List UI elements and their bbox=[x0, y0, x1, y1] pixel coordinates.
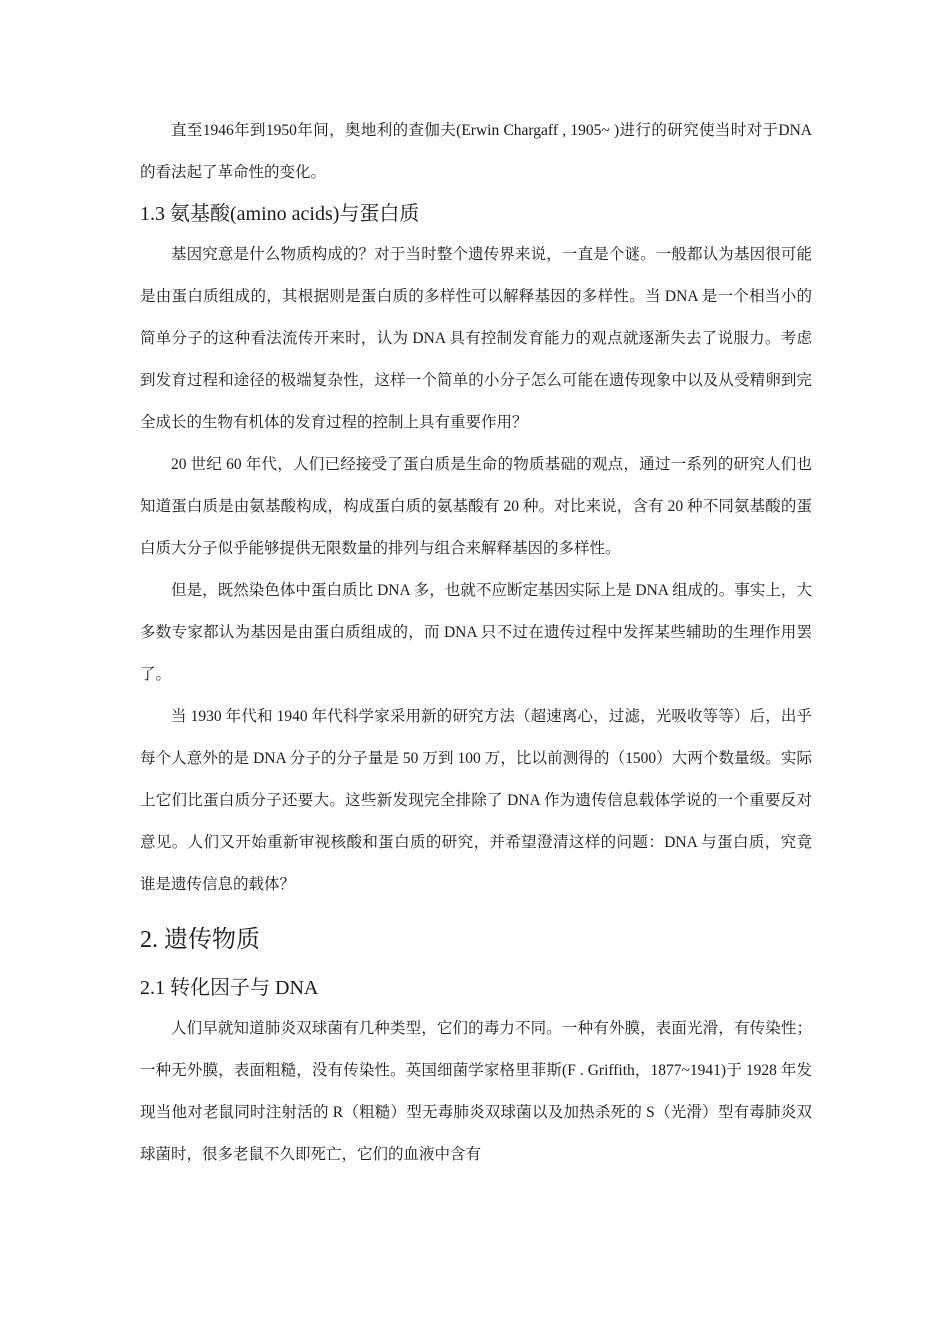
paragraph-amino-acids: 20 世纪 60 年代，人们已经接受了蛋白质是生命的物质基础的观点，通过一系列的研究人们也知道蛋白质是由氨基酸构成，构成蛋白质的氨基酸有 20 种。对比来说，含有 20 种不同氨基酸的蛋白质大分子似乎能够提供无限数量的排列与组合来解释基因的多样性。 bbox=[140, 456, 812, 557]
document-page bbox=[140, 110, 812, 1176]
paragraph-molecular-weight: 当 1930 年代和 1940 年代科学家采用新的研究方法（超速离心，过滤，光吸收等等）后，出乎每个人意外的是 DNA 分子的分子量是 50 万到 100 万，比以前测得的（1500）大两个数量级。实际上它们比蛋白质分子还要大。这些新发现完全排除了 DNA 作为遗传信息载体学说的一个重要反对意见。人们又开始重新审视核酸和蛋白质的研究，并希望澄清这样的问题：DNA 与蛋白质，究竟谁是遗传信息的载体？ bbox=[140, 708, 812, 893]
paragraph-protein-vs-dna: 但是，既然染色体中蛋白质比 DNA 多，也就不应断定基因实际上是 DNA 组成的。事实上，大多数专家都认为基因是由蛋白质组成的，而 DNA 只不过在遗传过程中发挥某些辅助的生理作用罢了。 bbox=[140, 582, 812, 683]
heading-2-1: 2.1 转化因子与 DNA bbox=[140, 977, 319, 999]
heading-1-3: 1.3 氨基酸(amino acids)与蛋白质 bbox=[140, 203, 420, 225]
paragraph-gene-question: 基因究意是什么物质构成的？对于当时整个遗传界来说，一直是个谜。一般都认为基因很可能是由蛋白质组成的，其根据则是蛋白质的多样性可以解释基因的多样性。当 DNA 是一个相当小的简单分子的这种看法流传开来时，认为 DNA 具有控制发育能力的观点就逐渐失去了说服力。考虑到发育过程和途径的极端复杂性，这样一个简单的小分子怎么可能在遗传现象中以及从受精卵到完全成长的生物有机体的发育过程的控制上具有重要作用？ bbox=[140, 246, 812, 431]
heading-2: 2. 遗传物质 bbox=[140, 927, 260, 953]
paragraph-griffith: 人们早就知道肺炎双球菌有几种类型，它们的毒力不同。一种有外膜，表面光滑，有传染性；一种无外膜，表面粗糙，没有传染性。英国细菌学家格里菲斯(F . Griffith，1877~1941)于 1928 年发现当他对老鼠同时注射活的 R（粗糙）型无毒肺炎双球菌以及加热杀死的 S（光滑）型有毒肺炎双球菌时，很多老鼠不久即死亡，它们的血液中含有 bbox=[140, 1020, 812, 1163]
paragraph-chargaff: 直至1946年到1950年间，奥地利的查伽夫(Erwin Chargaff , 1905~ )进行的研究使当时对于DNA的看法起了革命性的变化。 bbox=[140, 122, 812, 181]
